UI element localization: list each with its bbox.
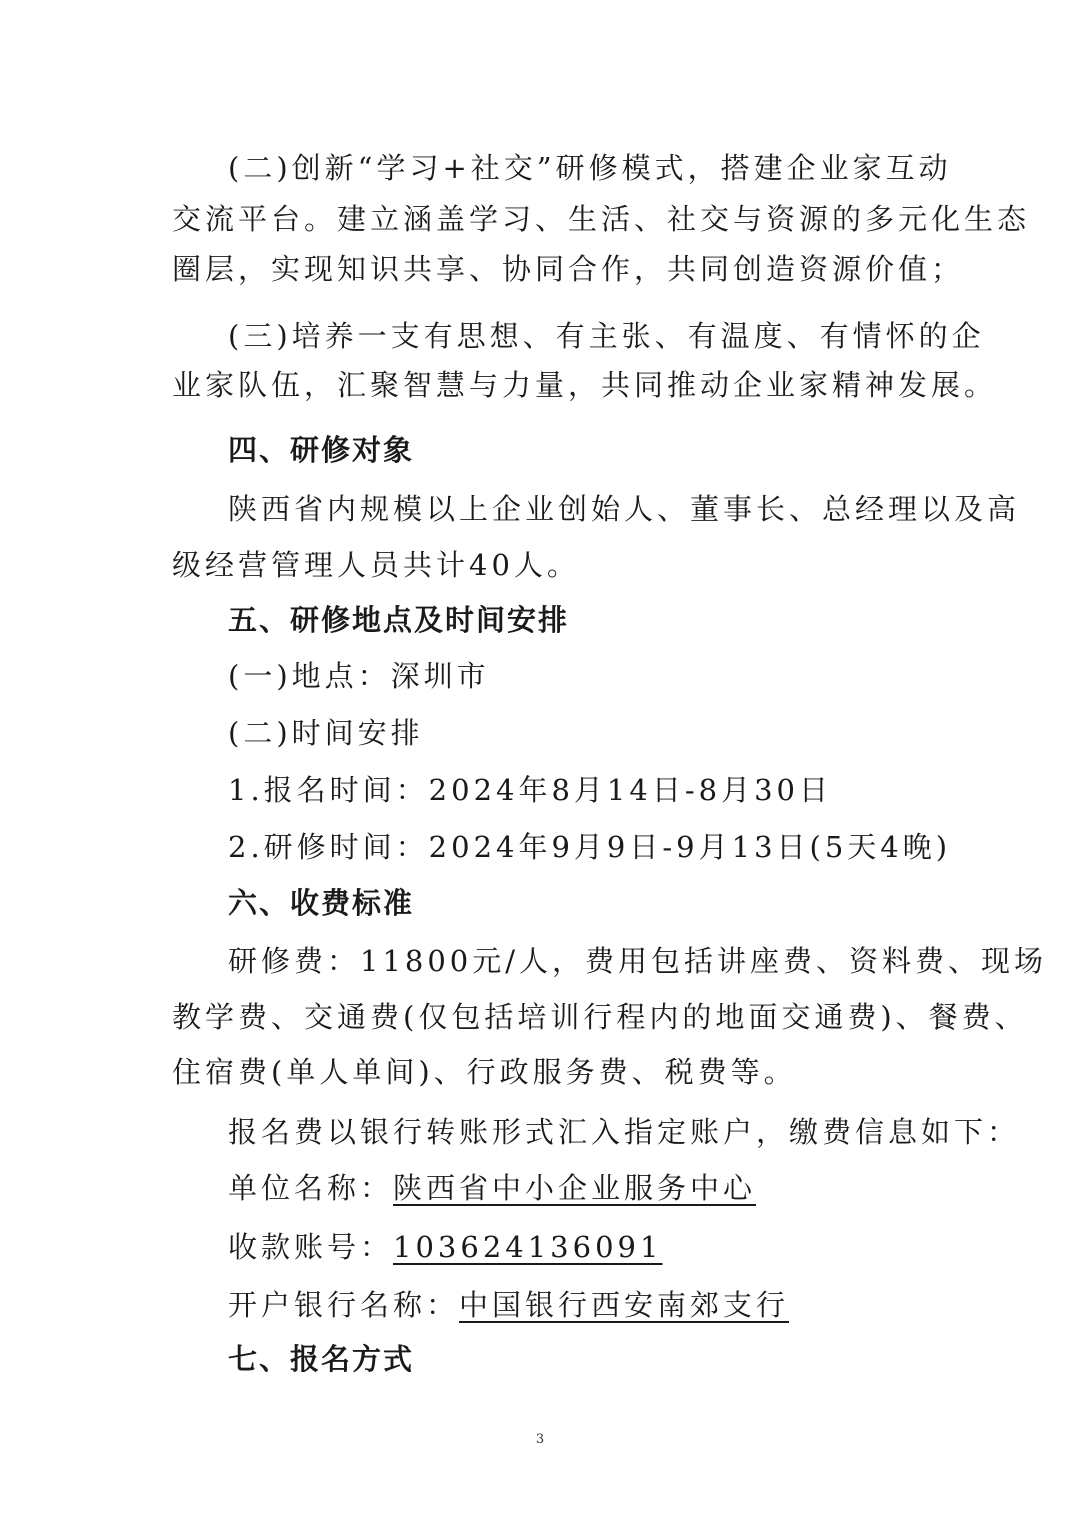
bank-name-label: 开户银行名称： [228,1288,460,1322]
unit-name-label: 单位名称： [228,1171,394,1205]
section-6-fee-line-1: 研修费：11800元/人，费用包括讲座费、资料费、现场 [228,944,1048,978]
bank-name-value: 中国银行西安南郊支行 [459,1288,790,1322]
section-5-location: (一)地点：深圳市 [228,659,490,693]
section-6-fee-line-3: 住宿费(单人单间)、行政服务费、税费等。 [172,1055,797,1089]
unit-name-value: 陕西省中小企业服务中心 [393,1171,757,1205]
section-5-registration-time: 1.报名时间：2024年8月14日-8月30日 [228,773,832,807]
section-6-fee-line-2: 教学费、交通费(仅包括培训行程内的地面交通费)、餐费、 [172,1000,1028,1034]
goal-3-line-2: 业家队伍，汇聚智慧与力量，共同推动企业家精神发展。 [172,368,998,402]
section-5-schedule: (二)时间安排 [228,716,424,750]
section-4-line-2: 级经营管理人员共计40人。 [172,548,580,582]
section-6-payment-intro: 报名费以银行转账形式汇入指定账户，缴费信息如下： [228,1115,1021,1149]
section-6-heading: 六、收费标准 [228,886,415,920]
section-4-line-1: 陕西省内规模以上企业创始人、董事长、总经理以及高 [228,492,1021,526]
section-7-heading: 七、报名方式 [228,1342,415,1376]
account-number-row [228,1227,662,1267]
section-4-heading: 四、研修对象 [228,433,415,467]
section-5-study-time: 2.研修时间：2024年9月9日-9月13日(5天4晚) [228,830,952,864]
bank-name-row [228,1285,789,1325]
goal-2-line-3: 圈层，实现知识共享、协同合作，共同创造资源价值； [172,252,965,286]
account-number-label: 收款账号： [228,1230,394,1264]
account-number-value: 103624136091 [393,1230,663,1264]
goal-2-line-1: (二)创新“学习+社交”研修模式，搭建企业家互动 [228,151,952,185]
section-5-heading: 五、研修地点及时间安排 [228,603,570,637]
page-number: 3 [535,1432,545,1447]
goal-3-line-1: (三)培养一支有思想、有主张、有温度、有情怀的企 [228,319,985,353]
goal-2-line-2: 交流平台。建立涵盖学习、生活、社交与资源的多元化生态 [172,202,1031,236]
unit-name-row [228,1168,756,1208]
